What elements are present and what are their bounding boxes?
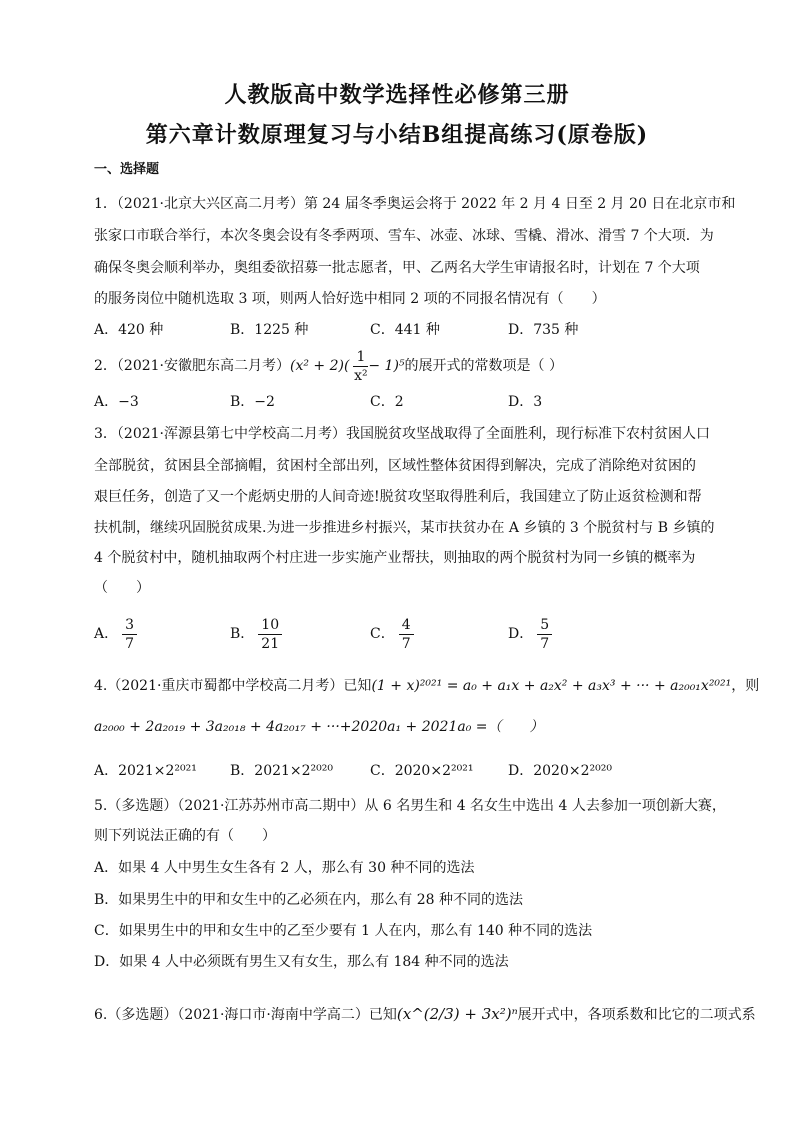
q2-line [94, 346, 714, 386]
q3-b-den: 21 [261, 635, 280, 652]
q3-line3: 艰巨任务，创造了又一个彪炳史册的人间奇迹!脱贫攻坚取得胜利后，我国建立了防止返贫检测和帮 [94, 489, 702, 505]
q5-line2: 则下列说法正确的有（ ） [94, 828, 276, 844]
q3-option-b-label: B． [230, 626, 255, 642]
q4-expr: (1 + x)²⁰²¹ = a₀ + a₁x + a₂x² + a₃x³ + ··· + a₂₀₀₁x²⁰²¹ [371, 678, 732, 694]
q6-line1 [94, 992, 756, 1036]
q3-line6: （ ） [94, 580, 150, 596]
q6-suffix: 展开式中，各项系数和比它的二项式系 [517, 1007, 756, 1023]
q3-option-a [94, 614, 137, 654]
section-heading: 一、选择题 [94, 162, 160, 177]
q1-options [94, 319, 714, 339]
q5-line1: 5.（多选题）（2021·江苏苏州市高二期中）从 6 名男生和 4 名女生中选出 4 人去参加一项创新大赛， [94, 798, 726, 814]
q4-option-b: B．2021×2²⁰²⁰ [230, 763, 334, 779]
q4-option-c: C．2020×2²⁰²¹ [370, 763, 474, 779]
q1-line3: 确保冬奥会顺利举办，奥组委欲招募一批志愿者，甲、乙两名大学生审请报名时，计划在 7 个大项 [94, 260, 700, 276]
q3-option-d [508, 614, 552, 654]
q3-a-num: 3 [122, 616, 137, 635]
q2-option-a: A．−3 [94, 394, 139, 410]
q1-line1: 1．（2021·北京大兴区高二月考）第 24 届冬季奥运会将于 2022 年 2 月 4 日至 2 月 20 日在北京市和 [94, 196, 736, 212]
q2-option-c: C．2 [370, 394, 404, 410]
q3-option-d-label: D． [508, 626, 534, 642]
q6-expr: (x^(2/3) + 3x²)ⁿ [396, 1005, 518, 1023]
q1-option-c: C．441 种 [370, 322, 440, 338]
q3-option-a-label: A． [94, 626, 119, 642]
q5-option-d: D．如果 4 人中必须既有男生又有女生，那么有 184 种不同的选法 [94, 954, 509, 970]
q2-option-d: D．3 [508, 394, 543, 410]
page-subtitle: 第六章计数原理复习与小结B组提高练习(原卷版) [145, 122, 649, 148]
q6-prefix: 6.（多选题）（2021·海口市·海南中学高二）已知 [94, 1007, 397, 1023]
q1-option-d: D．735 种 [508, 322, 579, 338]
q3-options [94, 614, 714, 654]
q3-line4: 扶机制，继续巩固脱贫成果.为进一步推进乡村振兴，某市扶贫办在 A 乡镇的 3 个脱贫村与 B 乡镇的 [94, 520, 715, 536]
q2-frac-den: x² [354, 367, 368, 384]
q3-line2: 全部脱贫，贫困县全部摘帽，贫困村全部出列，区域性整体贫困得到解决，完成了消除绝对贫困的 [94, 458, 696, 474]
q3-line1: 3．（2021·浑源县第七中学校高二月考）我国脱贫攻坚战取得了全面胜利，现行标准下农村贫困人口 [94, 426, 710, 442]
q2-suffix: 的展开式的常数项是（ ） [404, 358, 563, 374]
q1-line4: 的服务岗位中随机选取 3 项，则两人恰好选中相同 2 项的不同报名情况有（ ） [94, 291, 606, 307]
q3-option-b-frac [258, 616, 282, 653]
q3-line5: 4 个脱贫村中，随机抽取两个村庄进一步实施产业帮扶，则抽取的两个脱贫村为同一乡镇的概率为 [94, 550, 696, 566]
q4-suffix: ，则 [731, 678, 760, 694]
q3-c-den: 7 [401, 635, 411, 652]
q3-option-c-label: C． [370, 626, 395, 642]
q2-expr-part2: − 1)⁵ [368, 358, 405, 374]
q2-prefix: 2．（2021·安徽肥东高二月考） [94, 358, 290, 374]
q2-expr-part1: (x² + 2)( [290, 358, 350, 374]
q2-option-b: B．−2 [230, 394, 275, 410]
q4-option-a: A．2021×2²⁰²¹ [94, 763, 197, 779]
q3-option-d-frac [537, 616, 552, 653]
q3-c-num: 4 [399, 616, 414, 635]
q3-option-a-frac [122, 616, 137, 653]
page-title: 人教版高中数学选择性必修第三册 [224, 82, 570, 108]
q2-fraction [353, 348, 368, 385]
q1-option-a: A．420 种 [94, 322, 164, 338]
q3-d-num: 5 [537, 616, 552, 635]
q4-options [94, 760, 714, 780]
q2-frac-num: 1 [353, 348, 368, 367]
q3-option-c [370, 614, 414, 654]
q1-line2: 张家口市联合举行，本次冬奥会设有冬季两项、雪车、冰壶、冰球、雪橇、滑冰、滑雪 7 个大项．为 [94, 228, 714, 244]
q3-a-den: 7 [125, 635, 135, 652]
q4-line1 [94, 676, 760, 696]
q3-option-c-frac [399, 616, 414, 653]
q1-option-b: B．1225 种 [230, 322, 309, 338]
q5-option-c: C．如果男生中的甲和女生中的乙至少要有 1 人在内，那么有 140 种不同的选法 [94, 923, 593, 939]
q5-option-b: B．如果男生中的甲和女生中的乙必须在内，那么有 28 种不同的选法 [94, 892, 524, 908]
q4-prefix: 4.（2021·重庆市蜀都中学校高二月考）已知 [94, 678, 372, 694]
q4-option-d: D．2020×2²⁰²⁰ [508, 763, 612, 779]
q2-options [94, 391, 714, 411]
q5-option-a: A．如果 4 人中男生女生各有 2 人，那么有 30 种不同的选法 [94, 860, 475, 876]
q3-option-b [230, 614, 282, 654]
q4-line2: a₂₀₀₀ + 2a₂₀₁₉ + 3a₂₀₁₈ + 4a₂₀₁₇ + ···+2020a₁ + 2021a₀ =（ ） [94, 719, 544, 735]
q3-b-num: 10 [258, 616, 282, 635]
q3-d-den: 7 [540, 635, 550, 652]
